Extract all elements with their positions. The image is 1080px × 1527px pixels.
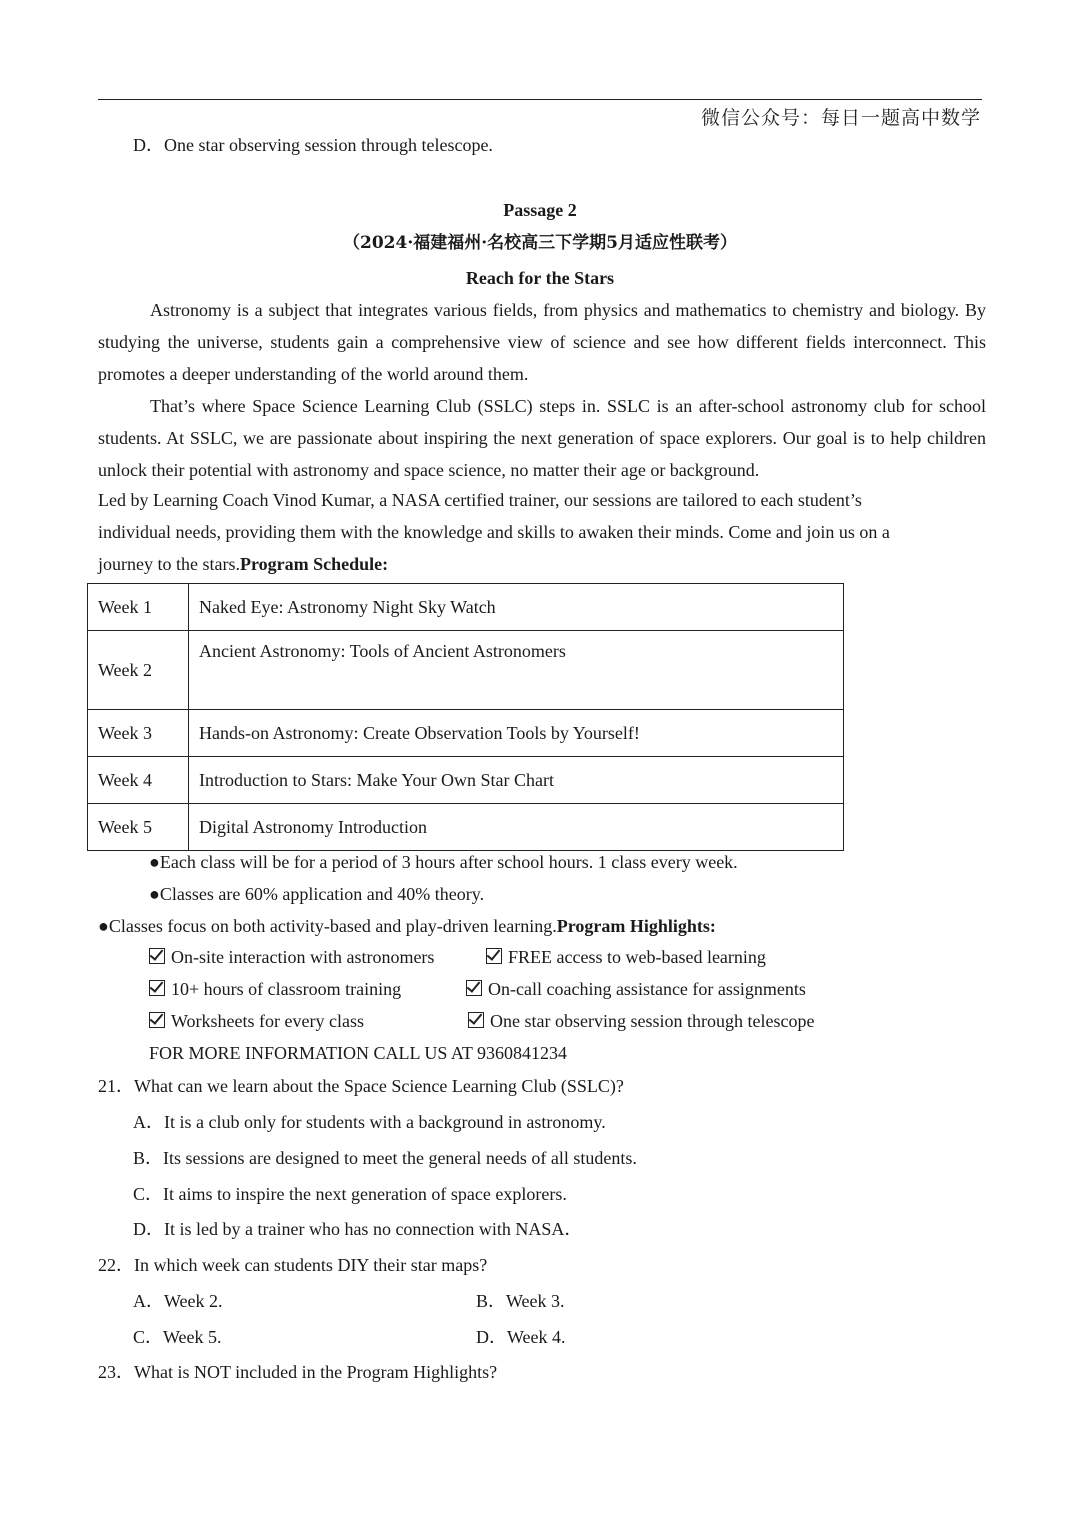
prev-option-d: D．One star observing session through telescope. [133,135,493,155]
checkbox-checked-icon [149,1012,165,1028]
schedule-table [87,583,844,851]
led-line-2: individual needs, providing them with the knowledge and skills to awaken their minds. Come and join us on a [98,522,890,542]
highlight-item [149,1009,364,1033]
highlight-item [149,945,434,969]
paragraph-1: Astronomy is a subject that integrates various fields, from physics and mathematics to chemistry and biology. By studying the universe, students gain a comprehensive view of science and see how different fields interconnect. This promotes a deeper understanding of the world around them. [98,300,986,384]
highlight-label: FREE access to web-based learning [508,947,766,967]
table-row [88,757,844,804]
note-1: ●Each class will be for a period of 3 hours after school hours. 1 class every week. [149,852,738,872]
passage-label: Passage 2 [503,200,577,220]
week-cell: Week 4 [88,757,189,804]
checkbox-checked-icon [466,980,482,996]
highlight-item [149,977,401,1001]
q21-option-a: A．It is a club only for students with a background in astronomy. [133,1112,606,1132]
topic-cell: Digital Astronomy Introduction [189,804,844,851]
q21-option-c: C．It aims to inspire the next generation of space explorers. [133,1184,567,1204]
highlight-label: One star observing session through telescope [490,1011,815,1031]
week-cell: Week 2 [88,631,189,710]
checkbox-checked-icon [149,948,165,964]
note-3-line [98,914,716,938]
week-cell: Week 1 [88,584,189,631]
question-23-stem: 23．What is NOT included in the Program Highlights? [98,1362,498,1382]
highlight-item [468,1009,814,1033]
schedule-heading: Program Schedule: [239,554,389,574]
topic-cell: Ancient Astronomy: Tools of Ancient Astronomers [189,631,844,710]
q22-option-a: A．Week 2. [133,1291,223,1311]
highlight-label: On-site interaction with astronomers [171,947,435,967]
led-line-3 [98,552,388,576]
header-rule [98,99,982,100]
topic-cell: Hands-on Astronomy: Create Observation Tools by Yourself! [189,710,844,757]
week-cell: Week 3 [88,710,189,757]
table-row [88,804,844,851]
checkbox-checked-icon [149,980,165,996]
topic-cell: Introduction to Stars: Make Your Own Star Chart [189,757,844,804]
checkbox-checked-icon [486,948,502,964]
q22-option-d: D．Week 4. [476,1327,566,1347]
note-2: ●Classes are 60% application and 40% theory. [149,884,485,904]
question-21-stem: 21．What can we learn about the Space Science Learning Club (SSLC)? [98,1076,624,1096]
paragraph-2: That’s where Space Science Learning Club (SSLC) steps in. SSLC is an after-school astronomy club for school students. At SSLC, we are passionate about inspiring the next generation of space explorers. Our goal is to help children unlock their potential with astronomy and space science, no matter their age or background. [98,396,986,480]
note-3: ●Classes focus on both activity-based and play-driven learning. [98,916,557,936]
wechat-watermark: 微信公众号：每日一题高中数学 [700,107,981,129]
highlight-label: On-call coaching assistance for assignments [488,979,806,999]
checkbox-checked-icon [468,1012,484,1028]
week-cell: Week 5 [88,804,189,851]
highlights-heading: Program Highlights: [556,916,716,936]
highlight-label: 10+ hours of classroom training [171,979,402,999]
passage-source: （2024·福建福州·名校高三下学期5月适应性联考） [343,233,737,253]
topic-cell: Naked Eye: Astronomy Night Sky Watch [189,584,844,631]
highlight-item [466,977,806,1001]
question-22-stem: 22．In which week can students DIY their star maps? [98,1255,488,1275]
highlight-item [486,945,766,969]
table-row [88,710,844,757]
passage-body [98,294,986,486]
passage-title: Reach for the Stars [465,268,615,288]
table-row [88,631,844,710]
table-row [88,584,844,631]
q21-option-b: B．Its sessions are designed to meet the general needs of all students. [133,1148,637,1168]
led-line-3-text: journey to the stars. [98,554,240,574]
q22-option-c: C．Week 5. [133,1327,222,1347]
q21-option-d: D．It is led by a trainer who has no connection with NASA． [133,1219,583,1239]
q22-option-b: B．Week 3. [476,1291,565,1311]
contact-line: FOR MORE INFORMATION CALL US AT 9360841234 [149,1043,568,1063]
led-line-1: Led by Learning Coach Vinod Kumar, a NASA certified trainer, our sessions are tailored to each student’s [98,490,862,510]
highlight-label: Worksheets for every class [171,1011,364,1031]
